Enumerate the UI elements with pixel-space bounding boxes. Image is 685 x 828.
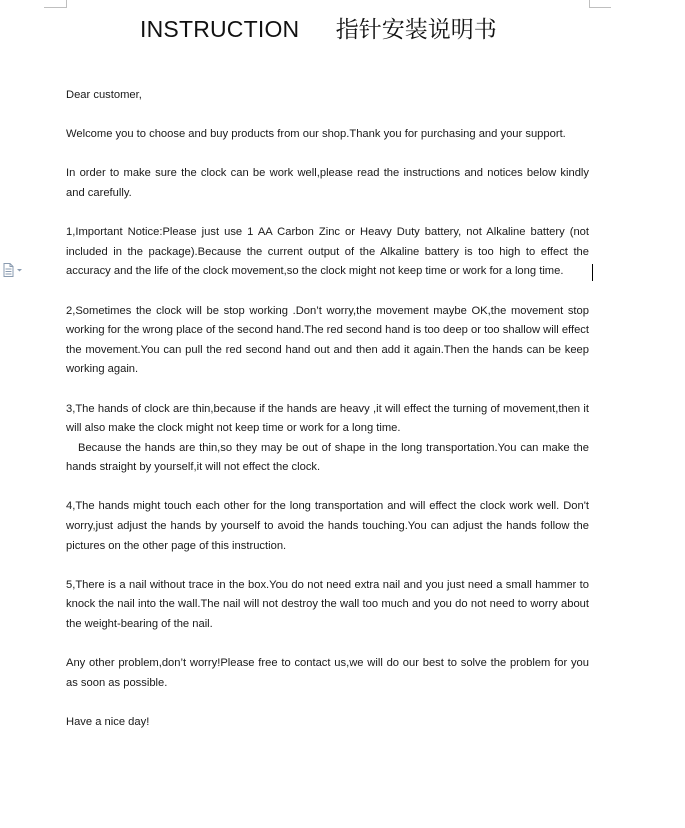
paragraph-greeting: Dear customer, — [66, 89, 142, 101]
paragraph-notice-3: 3,The hands of clock are thin,because if the hands are heavy ,it will effect the turning of movement,then it will also make the clock might not keep time or work for a long time. — [66, 402, 589, 435]
paragraph-notice-5: 5,There is a nail without trace in the box.You do not need extra nail and you just need a small hammer to knock the nail into the wall.The nail will not destroy the wall too much and you do not need to worry about the weight-bearing of the nail. — [66, 578, 589, 631]
crop-mark-top-right-horizontal — [589, 7, 611, 8]
text-cursor — [592, 264, 593, 281]
paragraph-notice-2: 2,Sometimes the clock will be stop working .Don’t worry,the movement maybe OK,the movement stop working for the wrong place of the second hand.The red second hand is too deep or too shallow will effect the movement.You can pull the red second hand out and then add it again.Then the hands can be keep working again. — [66, 304, 589, 376]
document-body[interactable] — [66, 86, 589, 752]
paragraph-intro: In order to make sure the clock can be work well,please read the instructions and notices below kindly and carefully. — [66, 167, 589, 199]
document-title — [140, 12, 497, 46]
paragraph-notice-1: 1,Important Notice:Please just use 1 AA Carbon Zinc or Heavy Duty battery, not Alkaline battery (not included in the package).Because the current output of the Alkaline battery is too high to effect the accuracy and the life of the clock movement,so the clock might not keep time or work for a long time. — [66, 226, 589, 278]
paragraph-welcome: Welcome you to choose and buy products from our shop.Thank you for purchasing and your support. — [66, 128, 566, 141]
crop-mark-top-left-horizontal — [44, 7, 66, 8]
document-options-icon[interactable] — [3, 263, 25, 277]
paragraph-notice-3-continued: Because the hands are thin,so they may be out of shape in the long transportation.You can make the hands straight by yourself,it will not effect the clock. — [66, 441, 589, 474]
crop-mark-top-left-vertical — [66, 0, 67, 8]
title-chinese: 指针安装说明书 — [335, 16, 497, 42]
paragraph-closing: Any other problem,don’t worry!Please free to contact us,we will do our best to solve the problem for you as soon as possible. — [66, 657, 589, 689]
title-english: INSTRUCTION — [140, 16, 300, 42]
paragraph-notice-4: 4,The hands might touch each other for the long transportation and will effect the clock work well. Don't worry,just adjust the hands by yourself to avoid the hands touching.You can adjust the hands follow the pictures on the other page of this instruction. — [66, 500, 589, 552]
paragraph-signoff: Have a nice day! — [66, 716, 150, 728]
